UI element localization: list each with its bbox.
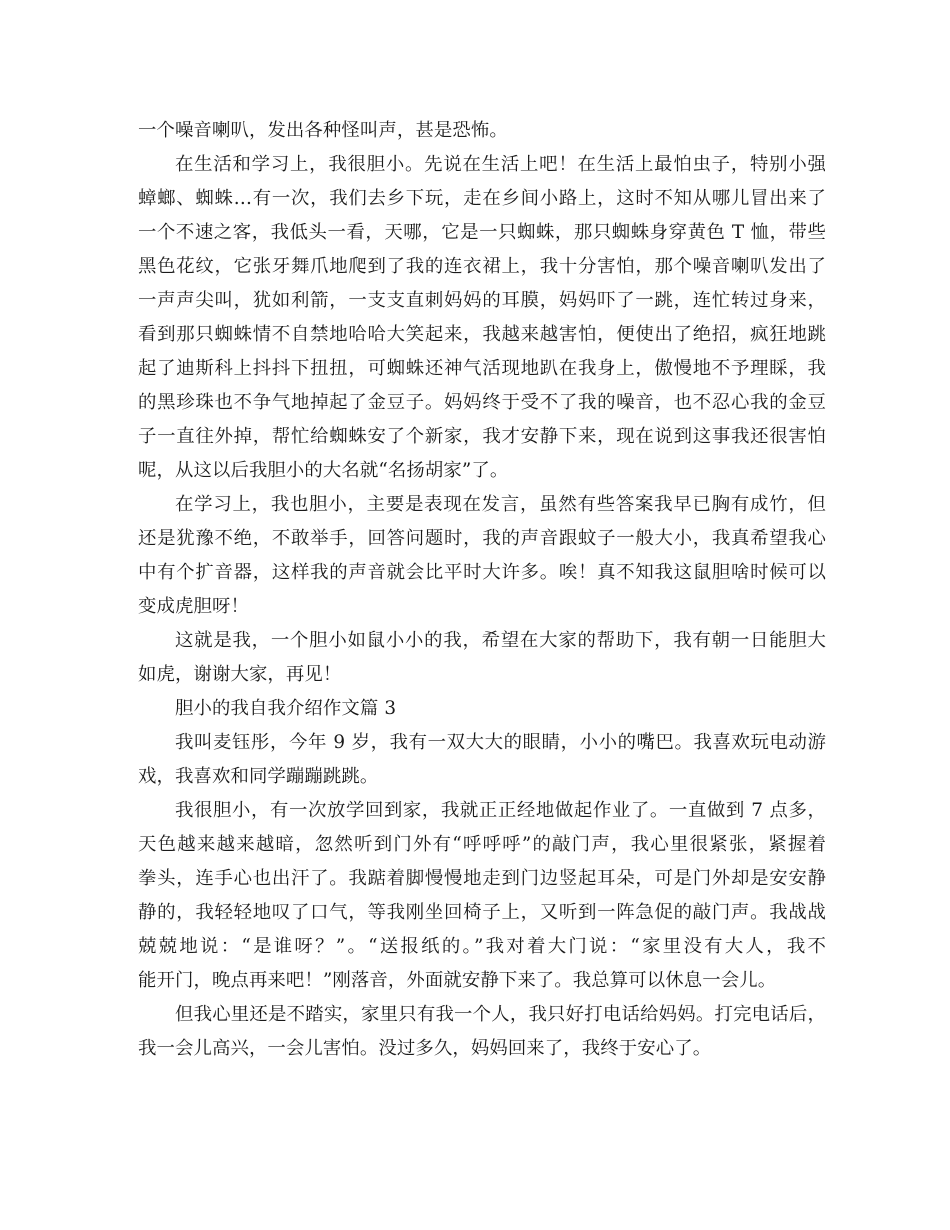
text-line: 呢，从这以后我胆小的大名就“名扬胡家”了。 (138, 460, 509, 481)
text-line: 还是犹豫不绝，不敢举手，回答问题时，我的声音跟蚊子一般大小，我真希望我心 (138, 528, 826, 549)
text-line: 我叫麦钰彤，今年 9 岁，我有一双大大的眼睛，小小的嘴巴。我喜欢玩电动游 (175, 732, 826, 753)
text-line: 子一直往外掉，帮忙给蜘蛛安了个新家，我才安静下来，现在说到这事我还很害怕 (138, 426, 826, 447)
text-line: 一个噪音喇叭，发出各种怪叫声，甚是恐怖。 (138, 120, 508, 141)
text-line: 拳头，连手心也出汗了。我踮着脚慢慢地走到门边竖起耳朵，可是门外却是安安静 (138, 868, 826, 889)
text-line: 兢兢地说：“是谁呀？”。“送报纸的。”我对着大门说：“家里没有大人，我不 (138, 936, 826, 957)
text-line: 但我心里还是不踏实，家里只有我一个人，我只好打电话给妈妈。打完电话后， (175, 1004, 826, 1025)
text-line: 黑色花纹，它张牙舞爪地爬到了我的连衣裙上，我十分害怕，那个噪音喇叭发出了 (138, 256, 826, 277)
document-page (138, 114, 826, 1066)
text-line: 在学习上，我也胆小，主要是表现在发言，虽然有些答案我早已胸有成竹，但 (175, 494, 826, 515)
text-line: 的黑珍珠也不争气地掉起了金豆子。妈妈终于受不了我的噪音，也不忍心我的金豆 (138, 392, 826, 413)
text-line: 在生活和学习上，我很胆小。先说在生活上吧！在生活上最怕虫子，特别小强 (175, 154, 826, 175)
text-line: 天色越来越来越暗，忽然听到门外有“呼呼呼”的敲门声，我心里很紧张，紧握着 (138, 834, 826, 855)
text-line: 蟑螂、蜘蛛…有一次，我们去乡下玩，走在乡间小路上，这时不知从哪儿冒出来了 (138, 188, 826, 209)
text-line: 能开门，晚点再来吧！”刚落音，外面就安静下来了。我总算可以休息一会儿。 (138, 970, 777, 991)
text-line: 一个不速之客，我低头一看，天哪，它是一只蜘蛛，那只蜘蛛身穿黄色 T 恤，带些 (138, 222, 826, 243)
text-line: 起了迪斯科上抖抖下扭扭，可蜘蛛还神气活现地趴在我身上，傲慢地不予理睬，我 (138, 358, 826, 379)
text-line: 我很胆小，有一次放学回到家，我就正正经地做起作业了。一直做到 7 点多， (175, 800, 826, 821)
text-line: 我一会儿高兴，一会儿害怕。没过多久，妈妈回来了，我终于安心了。 (138, 1038, 712, 1059)
text-line: 看到那只蜘蛛情不自禁地哈哈大笑起来，我越来越害怕，便使出了绝招，疯狂地跳 (138, 324, 826, 345)
text-line: 如虎，谢谢大家，再见！ (138, 664, 342, 685)
text-line: 变成虎胆呀！ (138, 596, 249, 617)
text-line: 戏，我喜欢和同学蹦蹦跳跳。 (138, 766, 379, 787)
text-line: 静的，我轻轻地叹了口气，等我刚坐回椅子上，又听到一阵急促的敲门声。我战战 (138, 902, 826, 923)
text-line: 一声声尖叫，犹如利箭，一支支直刺妈妈的耳膜，妈妈吓了一跳，连忙转过身来， (138, 290, 826, 311)
text-line: 这就是我，一个胆小如鼠小小的我，希望在大家的帮助下，我有朝一日能胆大 (175, 630, 826, 651)
text-line: 中有个扩音器，这样我的声音就会比平时大许多。唉！真不知我这鼠胆啥时候可以 (138, 562, 826, 583)
text-line: 胆小的我自我介绍作文篇 3 (175, 698, 397, 719)
